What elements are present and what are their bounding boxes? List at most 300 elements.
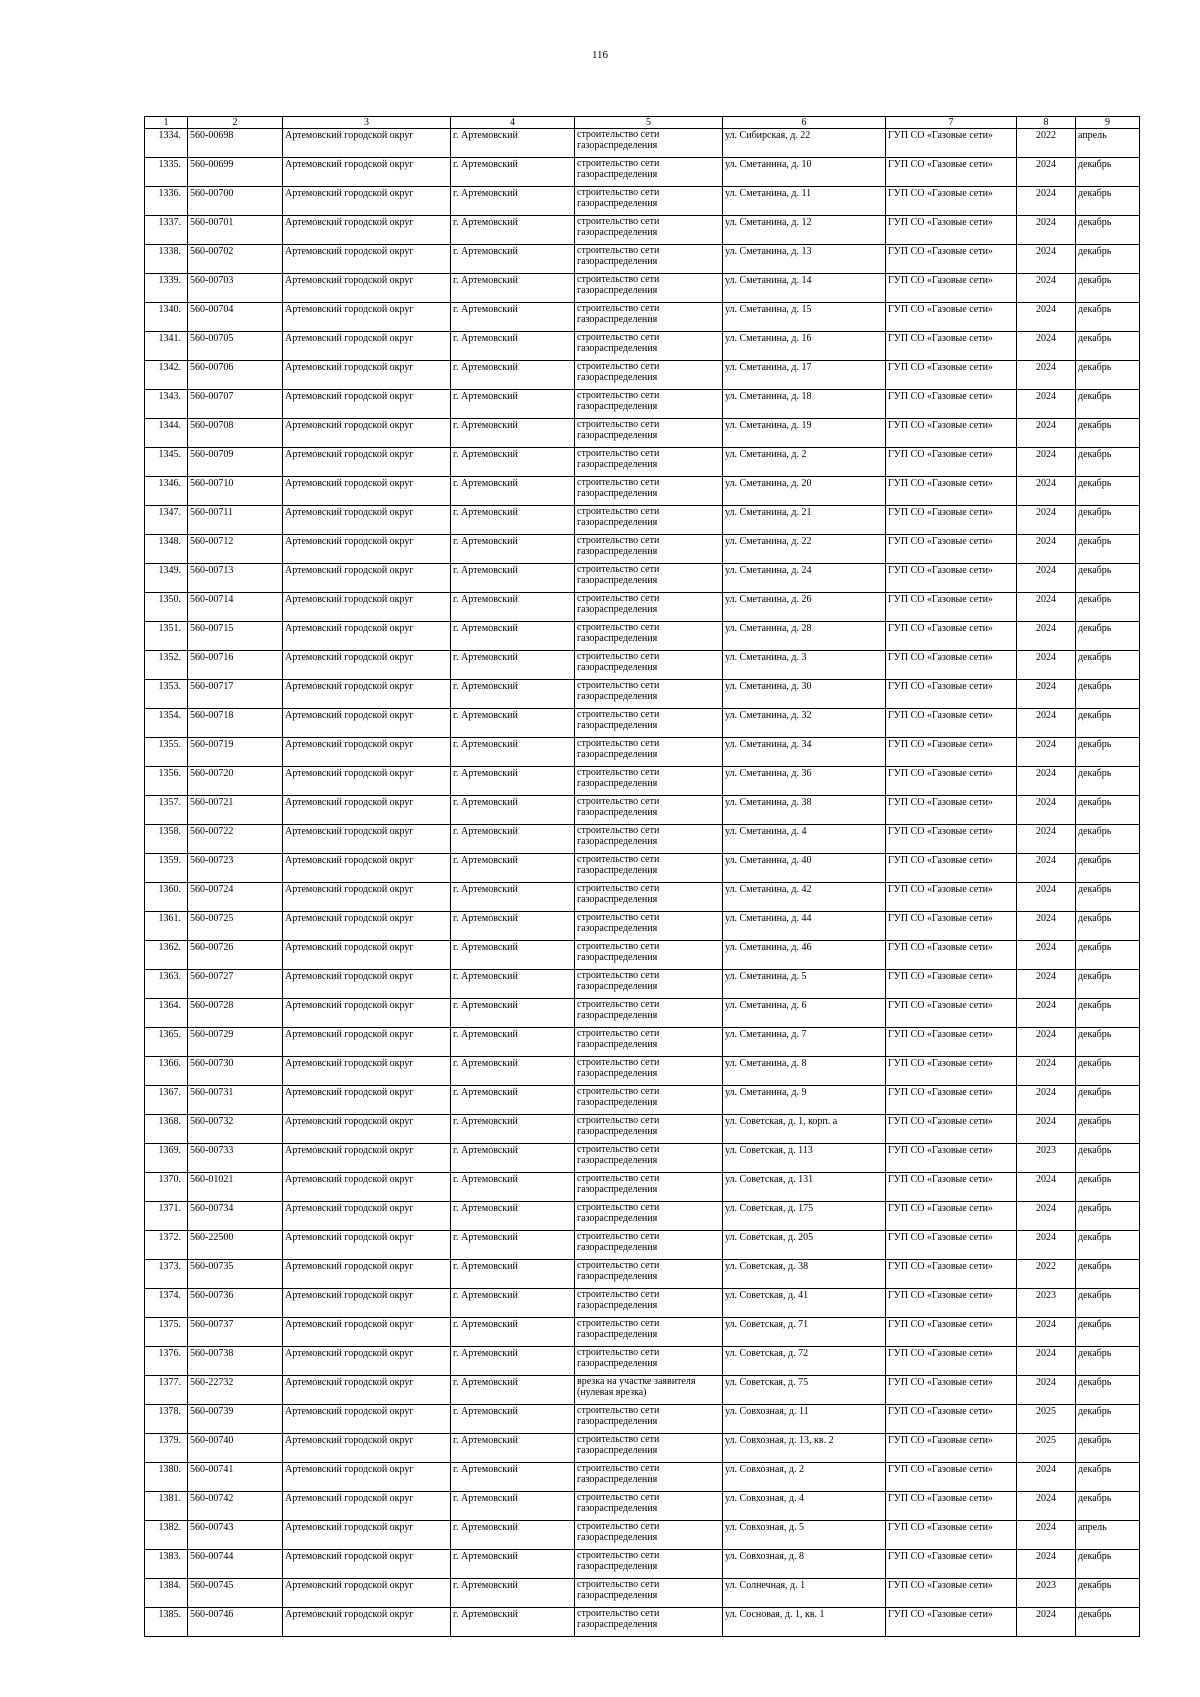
year-cell: 2024: [1017, 419, 1076, 448]
column-header: 6: [723, 117, 886, 129]
table-row: [145, 1463, 1140, 1492]
row-number-cell: 1342.: [145, 361, 188, 390]
row-number-cell: 1354.: [145, 709, 188, 738]
address-cell: ул. Сметанина, д. 6: [723, 999, 886, 1028]
address-cell: ул. Сметанина, д. 20: [723, 477, 886, 506]
settlement-name-cell: г. Артемовский: [451, 129, 575, 158]
address-cell: ул. Сметанина, д. 40: [723, 854, 886, 883]
month-cell: декабрь: [1076, 1463, 1140, 1492]
object-code-cell: 560-00733: [188, 1144, 283, 1173]
table-row: [145, 477, 1140, 506]
row-number-cell: 1372.: [145, 1231, 188, 1260]
address-cell: ул. Советская, д. 41: [723, 1289, 886, 1318]
settlement-name-cell: г. Артемовский: [451, 680, 575, 709]
month-cell: декабрь: [1076, 999, 1140, 1028]
address-cell: ул. Сметанина, д. 13: [723, 245, 886, 274]
month-cell: декабрь: [1076, 854, 1140, 883]
table-row: [145, 245, 1140, 274]
district-name-cell: Артемовский городской округ: [283, 1231, 451, 1260]
object-code-cell: 560-00740: [188, 1434, 283, 1463]
object-code-cell: 560-00720: [188, 767, 283, 796]
work-type-cell: строительство сети газораспределения: [575, 1231, 723, 1260]
organization-cell: ГУП СО «Газовые сети»: [886, 187, 1017, 216]
organization-cell: ГУП СО «Газовые сети»: [886, 448, 1017, 477]
year-cell: 2024: [1017, 477, 1076, 506]
table-row: [145, 1173, 1140, 1202]
district-name-cell: Артемовский городской округ: [283, 883, 451, 912]
row-number-cell: 1358.: [145, 825, 188, 854]
table-row: [145, 274, 1140, 303]
month-cell: декабрь: [1076, 187, 1140, 216]
work-type-cell: строительство сети газораспределения: [575, 1086, 723, 1115]
organization-cell: ГУП СО «Газовые сети»: [886, 651, 1017, 680]
address-cell: ул. Сметанина, д. 34: [723, 738, 886, 767]
table-row: [145, 1028, 1140, 1057]
address-cell: ул. Советская, д. 113: [723, 1144, 886, 1173]
organization-cell: ГУП СО «Газовые сети»: [886, 1405, 1017, 1434]
table-row: [145, 564, 1140, 593]
address-cell: ул. Сметанина, д. 46: [723, 941, 886, 970]
row-number-cell: 1347.: [145, 506, 188, 535]
organization-cell: ГУП СО «Газовые сети»: [886, 1086, 1017, 1115]
year-cell: 2022: [1017, 129, 1076, 158]
row-number-cell: 1348.: [145, 535, 188, 564]
object-code-cell: 560-00716: [188, 651, 283, 680]
settlement-name-cell: г. Артемовский: [451, 564, 575, 593]
table-row: [145, 825, 1140, 854]
work-type-cell: строительство сети газораспределения: [575, 274, 723, 303]
month-cell: декабрь: [1076, 245, 1140, 274]
district-name-cell: Артемовский городской округ: [283, 970, 451, 999]
work-type-cell: строительство сети газораспределения: [575, 767, 723, 796]
work-type-cell: строительство сети газораспределения: [575, 1028, 723, 1057]
object-code-cell: 560-00706: [188, 361, 283, 390]
work-type-cell: строительство сети газораспределения: [575, 1463, 723, 1492]
organization-cell: ГУП СО «Газовые сети»: [886, 390, 1017, 419]
year-cell: 2024: [1017, 245, 1076, 274]
settlement-name-cell: г. Артемовский: [451, 390, 575, 419]
table-row: [145, 419, 1140, 448]
organization-cell: ГУП СО «Газовые сети»: [886, 1028, 1017, 1057]
settlement-name-cell: г. Артемовский: [451, 274, 575, 303]
district-name-cell: Артемовский городской округ: [283, 1115, 451, 1144]
month-cell: декабрь: [1076, 622, 1140, 651]
work-type-cell: строительство сети газораспределения: [575, 912, 723, 941]
work-type-cell: строительство сети газораспределения: [575, 1202, 723, 1231]
row-number-cell: 1381.: [145, 1492, 188, 1521]
year-cell: 2024: [1017, 709, 1076, 738]
month-cell: декабрь: [1076, 1347, 1140, 1376]
district-name-cell: Артемовский городской округ: [283, 129, 451, 158]
address-cell: ул. Сметанина, д. 18: [723, 390, 886, 419]
work-type-cell: строительство сети газораспределения: [575, 564, 723, 593]
column-header-row: [145, 117, 1140, 129]
row-number-cell: 1349.: [145, 564, 188, 593]
month-cell: декабрь: [1076, 941, 1140, 970]
work-type-cell: строительство сети газораспределения: [575, 419, 723, 448]
column-header: 5: [575, 117, 723, 129]
organization-cell: ГУП СО «Газовые сети»: [886, 1318, 1017, 1347]
work-type-cell: строительство сети газораспределения: [575, 1144, 723, 1173]
year-cell: 2024: [1017, 1550, 1076, 1579]
month-cell: декабрь: [1076, 448, 1140, 477]
year-cell: 2025: [1017, 1434, 1076, 1463]
object-code-cell: 560-22500: [188, 1231, 283, 1260]
work-type-cell: строительство сети газораспределения: [575, 651, 723, 680]
row-number-cell: 1357.: [145, 796, 188, 825]
district-name-cell: Артемовский городской округ: [283, 738, 451, 767]
object-code-cell: 560-00734: [188, 1202, 283, 1231]
organization-cell: ГУП СО «Газовые сети»: [886, 999, 1017, 1028]
row-number-cell: 1376.: [145, 1347, 188, 1376]
address-cell: ул. Сметанина, д. 21: [723, 506, 886, 535]
row-number-cell: 1359.: [145, 854, 188, 883]
row-number-cell: 1351.: [145, 622, 188, 651]
table-row: [145, 709, 1140, 738]
year-cell: 2024: [1017, 999, 1076, 1028]
settlement-name-cell: г. Артемовский: [451, 1347, 575, 1376]
month-cell: декабрь: [1076, 477, 1140, 506]
district-name-cell: Артемовский городской округ: [283, 709, 451, 738]
organization-cell: ГУП СО «Газовые сети»: [886, 912, 1017, 941]
table-row: [145, 1579, 1140, 1608]
organization-cell: ГУП СО «Газовые сети»: [886, 419, 1017, 448]
organization-cell: ГУП СО «Газовые сети»: [886, 680, 1017, 709]
settlement-name-cell: г. Артемовский: [451, 1086, 575, 1115]
organization-cell: ГУП СО «Газовые сети»: [886, 796, 1017, 825]
year-cell: 2024: [1017, 187, 1076, 216]
year-cell: 2024: [1017, 854, 1076, 883]
settlement-name-cell: г. Артемовский: [451, 1260, 575, 1289]
row-number-cell: 1382.: [145, 1521, 188, 1550]
district-name-cell: Артемовский городской округ: [283, 419, 451, 448]
year-cell: 2025: [1017, 1405, 1076, 1434]
work-type-cell: строительство сети газораспределения: [575, 390, 723, 419]
district-name-cell: Артемовский городской округ: [283, 564, 451, 593]
work-type-cell: строительство сети газораспределения: [575, 622, 723, 651]
district-name-cell: Артемовский городской округ: [283, 912, 451, 941]
row-number-cell: 1380.: [145, 1463, 188, 1492]
settlement-name-cell: г. Артемовский: [451, 1550, 575, 1579]
work-type-cell: врезка на участке заявителя (нулевая врезка): [575, 1376, 723, 1405]
settlement-name-cell: г. Артемовский: [451, 999, 575, 1028]
address-cell: ул. Сметанина, д. 17: [723, 361, 886, 390]
address-cell: ул. Сосновая, д. 1, кв. 1: [723, 1608, 886, 1637]
table-row: [145, 1608, 1140, 1637]
row-number-cell: 1370.: [145, 1173, 188, 1202]
organization-cell: ГУП СО «Газовые сети»: [886, 883, 1017, 912]
settlement-name-cell: г. Артемовский: [451, 1231, 575, 1260]
address-cell: ул. Сметанина, д. 36: [723, 767, 886, 796]
organization-cell: ГУП СО «Газовые сети»: [886, 1550, 1017, 1579]
work-type-cell: строительство сети газораспределения: [575, 1289, 723, 1318]
table-row: [145, 1086, 1140, 1115]
district-name-cell: Артемовский городской округ: [283, 332, 451, 361]
address-cell: ул. Сметанина, д. 5: [723, 970, 886, 999]
month-cell: декабрь: [1076, 274, 1140, 303]
work-type-cell: строительство сети газораспределения: [575, 593, 723, 622]
column-header: 9: [1076, 117, 1140, 129]
table-row: [145, 1376, 1140, 1405]
work-type-cell: строительство сети газораспределения: [575, 448, 723, 477]
work-type-cell: строительство сети газораспределения: [575, 1434, 723, 1463]
object-code-cell: 560-00724: [188, 883, 283, 912]
year-cell: 2024: [1017, 216, 1076, 245]
year-cell: 2024: [1017, 1028, 1076, 1057]
object-code-cell: 560-22732: [188, 1376, 283, 1405]
organization-cell: ГУП СО «Газовые сети»: [886, 1289, 1017, 1318]
work-type-cell: строительство сети газораспределения: [575, 1550, 723, 1579]
district-name-cell: Артемовский городской округ: [283, 361, 451, 390]
table-row: [145, 941, 1140, 970]
object-code-cell: 560-00738: [188, 1347, 283, 1376]
year-cell: 2024: [1017, 680, 1076, 709]
address-cell: ул. Советская, д. 1, корп. а: [723, 1115, 886, 1144]
row-number-cell: 1339.: [145, 274, 188, 303]
row-number-cell: 1346.: [145, 477, 188, 506]
year-cell: 2024: [1017, 1608, 1076, 1637]
year-cell: 2024: [1017, 1521, 1076, 1550]
organization-cell: ГУП СО «Газовые сети»: [886, 767, 1017, 796]
object-code-cell: 560-00725: [188, 912, 283, 941]
settlement-name-cell: г. Артемовский: [451, 535, 575, 564]
settlement-name-cell: г. Артемовский: [451, 622, 575, 651]
address-cell: ул. Сметанина, д. 38: [723, 796, 886, 825]
row-number-cell: 1337.: [145, 216, 188, 245]
settlement-name-cell: г. Артемовский: [451, 912, 575, 941]
month-cell: декабрь: [1076, 1289, 1140, 1318]
month-cell: декабрь: [1076, 158, 1140, 187]
row-number-cell: 1371.: [145, 1202, 188, 1231]
settlement-name-cell: г. Артемовский: [451, 767, 575, 796]
month-cell: декабрь: [1076, 796, 1140, 825]
settlement-name-cell: г. Артемовский: [451, 1057, 575, 1086]
object-code-cell: 560-00732: [188, 1115, 283, 1144]
table-row: [145, 1289, 1140, 1318]
row-number-cell: 1366.: [145, 1057, 188, 1086]
month-cell: декабрь: [1076, 912, 1140, 941]
work-type-cell: строительство сети газораспределения: [575, 332, 723, 361]
row-number-cell: 1340.: [145, 303, 188, 332]
month-cell: декабрь: [1076, 767, 1140, 796]
work-type-cell: строительство сети газораспределения: [575, 129, 723, 158]
table-row: [145, 506, 1140, 535]
district-name-cell: Артемовский городской округ: [283, 1260, 451, 1289]
address-cell: ул. Советская, д. 71: [723, 1318, 886, 1347]
object-code-cell: 560-00710: [188, 477, 283, 506]
object-code-cell: 560-00718: [188, 709, 283, 738]
organization-cell: ГУП СО «Газовые сети»: [886, 1202, 1017, 1231]
settlement-name-cell: г. Артемовский: [451, 245, 575, 274]
table-row: [145, 1144, 1140, 1173]
object-code-cell: 560-00707: [188, 390, 283, 419]
object-code-cell: 560-00730: [188, 1057, 283, 1086]
settlement-name-cell: г. Артемовский: [451, 1028, 575, 1057]
address-cell: ул. Совхозная, д. 4: [723, 1492, 886, 1521]
work-type-cell: строительство сети газораспределения: [575, 245, 723, 274]
month-cell: декабрь: [1076, 1260, 1140, 1289]
year-cell: 2024: [1017, 622, 1076, 651]
settlement-name-cell: г. Артемовский: [451, 709, 575, 738]
work-type-cell: строительство сети газораспределения: [575, 796, 723, 825]
organization-cell: ГУП СО «Газовые сети»: [886, 274, 1017, 303]
district-name-cell: Артемовский городской округ: [283, 1347, 451, 1376]
organization-cell: ГУП СО «Газовые сети»: [886, 1492, 1017, 1521]
table-row: [145, 390, 1140, 419]
table-row: [145, 1434, 1140, 1463]
district-name-cell: Артемовский городской округ: [283, 506, 451, 535]
organization-cell: ГУП СО «Газовые сети»: [886, 1144, 1017, 1173]
settlement-name-cell: г. Артемовский: [451, 419, 575, 448]
district-name-cell: Артемовский городской округ: [283, 303, 451, 332]
year-cell: 2024: [1017, 332, 1076, 361]
row-number-cell: 1364.: [145, 999, 188, 1028]
settlement-name-cell: г. Артемовский: [451, 941, 575, 970]
organization-cell: ГУП СО «Газовые сети»: [886, 129, 1017, 158]
table-row: [145, 622, 1140, 651]
row-number-cell: 1373.: [145, 1260, 188, 1289]
year-cell: 2024: [1017, 564, 1076, 593]
year-cell: 2024: [1017, 390, 1076, 419]
month-cell: декабрь: [1076, 593, 1140, 622]
object-code-cell: 560-00746: [188, 1608, 283, 1637]
address-cell: ул. Сметанина, д. 8: [723, 1057, 886, 1086]
work-type-cell: строительство сети газораспределения: [575, 187, 723, 216]
district-name-cell: Артемовский городской округ: [283, 1202, 451, 1231]
work-type-cell: строительство сети газораспределения: [575, 506, 723, 535]
object-code-cell: 560-00704: [188, 303, 283, 332]
row-number-cell: 1341.: [145, 332, 188, 361]
object-code-cell: 560-00700: [188, 187, 283, 216]
settlement-name-cell: г. Артемовский: [451, 1202, 575, 1231]
work-type-cell: строительство сети газораспределения: [575, 999, 723, 1028]
address-cell: ул. Сметанина, д. 24: [723, 564, 886, 593]
object-code-cell: 560-00723: [188, 854, 283, 883]
row-number-cell: 1374.: [145, 1289, 188, 1318]
month-cell: декабрь: [1076, 332, 1140, 361]
object-code-cell: 560-00699: [188, 158, 283, 187]
month-cell: декабрь: [1076, 1434, 1140, 1463]
district-name-cell: Артемовский городской округ: [283, 1318, 451, 1347]
row-number-cell: 1363.: [145, 970, 188, 999]
address-cell: ул. Солнечная, д. 1: [723, 1579, 886, 1608]
month-cell: декабрь: [1076, 1202, 1140, 1231]
district-name-cell: Артемовский городской округ: [283, 216, 451, 245]
object-code-cell: 560-00713: [188, 564, 283, 593]
table-row: [145, 535, 1140, 564]
work-type-cell: строительство сети газораспределения: [575, 970, 723, 999]
work-type-cell: строительство сети газораспределения: [575, 477, 723, 506]
object-code-cell: 560-00719: [188, 738, 283, 767]
year-cell: 2023: [1017, 1579, 1076, 1608]
district-name-cell: Артемовский городской округ: [283, 651, 451, 680]
year-cell: 2024: [1017, 1115, 1076, 1144]
table-row: [145, 1405, 1140, 1434]
month-cell: декабрь: [1076, 419, 1140, 448]
settlement-name-cell: г. Артемовский: [451, 506, 575, 535]
year-cell: 2024: [1017, 796, 1076, 825]
district-name-cell: Артемовский городской округ: [283, 1028, 451, 1057]
organization-cell: ГУП СО «Газовые сети»: [886, 158, 1017, 187]
year-cell: 2024: [1017, 825, 1076, 854]
month-cell: декабрь: [1076, 1405, 1140, 1434]
object-code-cell: 560-00712: [188, 535, 283, 564]
table-row: [145, 738, 1140, 767]
year-cell: 2024: [1017, 506, 1076, 535]
row-number-cell: 1344.: [145, 419, 188, 448]
address-cell: ул. Сметанина, д. 10: [723, 158, 886, 187]
object-code-cell: 560-00708: [188, 419, 283, 448]
work-type-cell: строительство сети газораспределения: [575, 1405, 723, 1434]
year-cell: 2024: [1017, 1202, 1076, 1231]
district-name-cell: Артемовский городской округ: [283, 796, 451, 825]
work-type-cell: строительство сети газораспределения: [575, 883, 723, 912]
year-cell: 2024: [1017, 274, 1076, 303]
address-cell: ул. Сметанина, д. 4: [723, 825, 886, 854]
year-cell: 2024: [1017, 738, 1076, 767]
district-name-cell: Артемовский городской округ: [283, 622, 451, 651]
address-cell: ул. Сметанина, д. 15: [723, 303, 886, 332]
year-cell: 2024: [1017, 448, 1076, 477]
month-cell: декабрь: [1076, 1492, 1140, 1521]
address-cell: ул. Сметанина, д. 30: [723, 680, 886, 709]
row-number-cell: 1369.: [145, 1144, 188, 1173]
year-cell: 2024: [1017, 1492, 1076, 1521]
address-cell: ул. Сметанина, д. 12: [723, 216, 886, 245]
row-number-cell: 1383.: [145, 1550, 188, 1579]
table-row: [145, 970, 1140, 999]
object-code-cell: 560-00744: [188, 1550, 283, 1579]
month-cell: декабрь: [1076, 825, 1140, 854]
year-cell: 2024: [1017, 651, 1076, 680]
row-number-cell: 1375.: [145, 1318, 188, 1347]
table-row: [145, 1115, 1140, 1144]
district-name-cell: Артемовский городской округ: [283, 1144, 451, 1173]
work-type-cell: строительство сети газораспределения: [575, 1318, 723, 1347]
settlement-name-cell: г. Артемовский: [451, 158, 575, 187]
column-header: 2: [188, 117, 283, 129]
settlement-name-cell: г. Артемовский: [451, 332, 575, 361]
year-cell: 2024: [1017, 361, 1076, 390]
object-code-cell: 560-00739: [188, 1405, 283, 1434]
organization-cell: ГУП СО «Газовые сети»: [886, 854, 1017, 883]
year-cell: 2024: [1017, 941, 1076, 970]
district-name-cell: Артемовский городской округ: [283, 1463, 451, 1492]
object-code-cell: 560-00701: [188, 216, 283, 245]
settlement-name-cell: г. Артемовский: [451, 477, 575, 506]
object-code-cell: 560-00731: [188, 1086, 283, 1115]
year-cell: 2024: [1017, 1057, 1076, 1086]
table-row: [145, 912, 1140, 941]
organization-cell: ГУП СО «Газовые сети»: [886, 1521, 1017, 1550]
settlement-name-cell: г. Артемовский: [451, 1579, 575, 1608]
district-name-cell: Артемовский городской округ: [283, 1173, 451, 1202]
settlement-name-cell: г. Артемовский: [451, 303, 575, 332]
table-row: [145, 129, 1140, 158]
month-cell: декабрь: [1076, 1115, 1140, 1144]
settlement-name-cell: г. Артемовский: [451, 970, 575, 999]
district-name-cell: Артемовский городской округ: [283, 158, 451, 187]
organization-cell: ГУП СО «Газовые сети»: [886, 216, 1017, 245]
month-cell: декабрь: [1076, 1086, 1140, 1115]
settlement-name-cell: г. Артемовский: [451, 1492, 575, 1521]
address-cell: ул. Совхозная, д. 8: [723, 1550, 886, 1579]
district-name-cell: Артемовский городской округ: [283, 767, 451, 796]
month-cell: декабрь: [1076, 390, 1140, 419]
object-code-cell: 560-00705: [188, 332, 283, 361]
page-number: 116: [591, 49, 609, 61]
organization-cell: ГУП СО «Газовые сети»: [886, 1057, 1017, 1086]
